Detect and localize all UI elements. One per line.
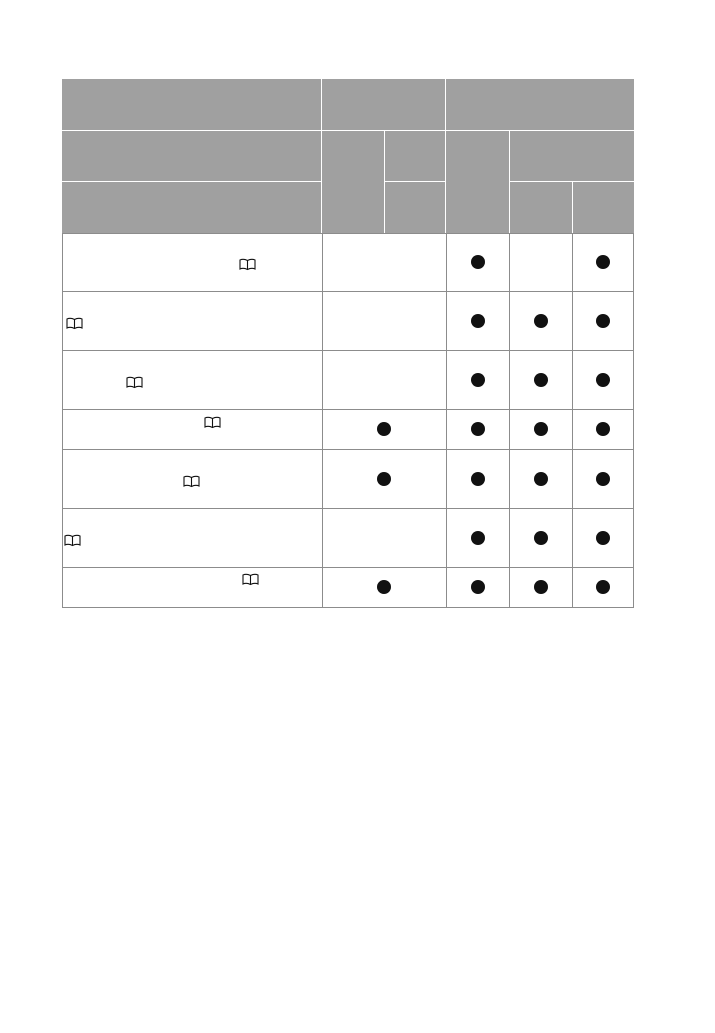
grid-line xyxy=(62,607,634,608)
book-page-reference-icon xyxy=(66,317,83,330)
filled-circle-icon xyxy=(534,472,548,486)
filled-circle-icon xyxy=(534,422,548,436)
filled-circle-icon xyxy=(471,255,485,269)
compatibility-table xyxy=(62,79,634,607)
book-page-reference-icon xyxy=(126,376,143,389)
header-row3-label-cell xyxy=(62,182,322,233)
grid-line xyxy=(62,567,634,568)
header-subcol-2-bottom-cell xyxy=(384,182,446,233)
book-page-reference-icon xyxy=(242,573,259,586)
filled-circle-icon xyxy=(596,255,610,269)
header-separator xyxy=(445,79,446,233)
header-subgroup-cell xyxy=(509,131,634,182)
grid-line xyxy=(62,350,634,351)
filled-circle-icon xyxy=(596,531,610,545)
filled-circle-icon xyxy=(534,531,548,545)
header-separator xyxy=(509,131,510,233)
filled-circle-icon xyxy=(471,531,485,545)
header-subcol-3-cell xyxy=(446,131,509,233)
grid-line xyxy=(62,233,634,234)
header-separator xyxy=(62,181,322,182)
filled-circle-icon xyxy=(471,422,485,436)
header-subcol-1-cell xyxy=(322,131,384,233)
filled-circle-icon xyxy=(596,472,610,486)
filled-circle-icon xyxy=(377,580,391,594)
filled-circle-icon xyxy=(534,373,548,387)
header-group-2-cell xyxy=(446,79,634,131)
grid-line xyxy=(322,233,323,607)
grid-line xyxy=(62,449,634,450)
header-separator xyxy=(62,130,634,131)
filled-circle-icon xyxy=(471,373,485,387)
grid-line xyxy=(446,233,447,607)
filled-circle-icon xyxy=(596,373,610,387)
filled-circle-icon xyxy=(377,422,391,436)
book-page-reference-icon xyxy=(64,534,81,547)
filled-circle-icon xyxy=(471,472,485,486)
filled-circle-icon xyxy=(596,314,610,328)
header-group-1-cell xyxy=(322,79,446,131)
filled-circle-icon xyxy=(377,472,391,486)
book-page-reference-icon xyxy=(183,475,200,488)
header-separator xyxy=(572,182,573,233)
grid-line xyxy=(62,409,634,410)
header-row1-label-cell xyxy=(62,79,322,131)
header-separator xyxy=(384,181,446,182)
filled-circle-icon xyxy=(596,422,610,436)
grid-line xyxy=(509,233,510,607)
filled-circle-icon xyxy=(471,314,485,328)
book-page-reference-icon xyxy=(204,416,221,429)
header-separator xyxy=(321,79,322,233)
grid-line xyxy=(62,233,63,607)
header-subcol-4-cell xyxy=(509,182,572,233)
filled-circle-icon xyxy=(534,314,548,328)
filled-circle-icon xyxy=(596,580,610,594)
grid-line xyxy=(633,233,634,607)
filled-circle-icon xyxy=(471,580,485,594)
grid-line xyxy=(62,508,634,509)
header-row2-label-cell xyxy=(62,131,322,182)
filled-circle-icon xyxy=(534,580,548,594)
header-subcol-5-cell xyxy=(572,182,634,233)
book-page-reference-icon xyxy=(239,258,256,271)
header-subcol-2-top-cell xyxy=(384,131,446,182)
grid-line xyxy=(572,233,573,607)
grid-line xyxy=(62,291,634,292)
header-separator xyxy=(384,131,385,233)
